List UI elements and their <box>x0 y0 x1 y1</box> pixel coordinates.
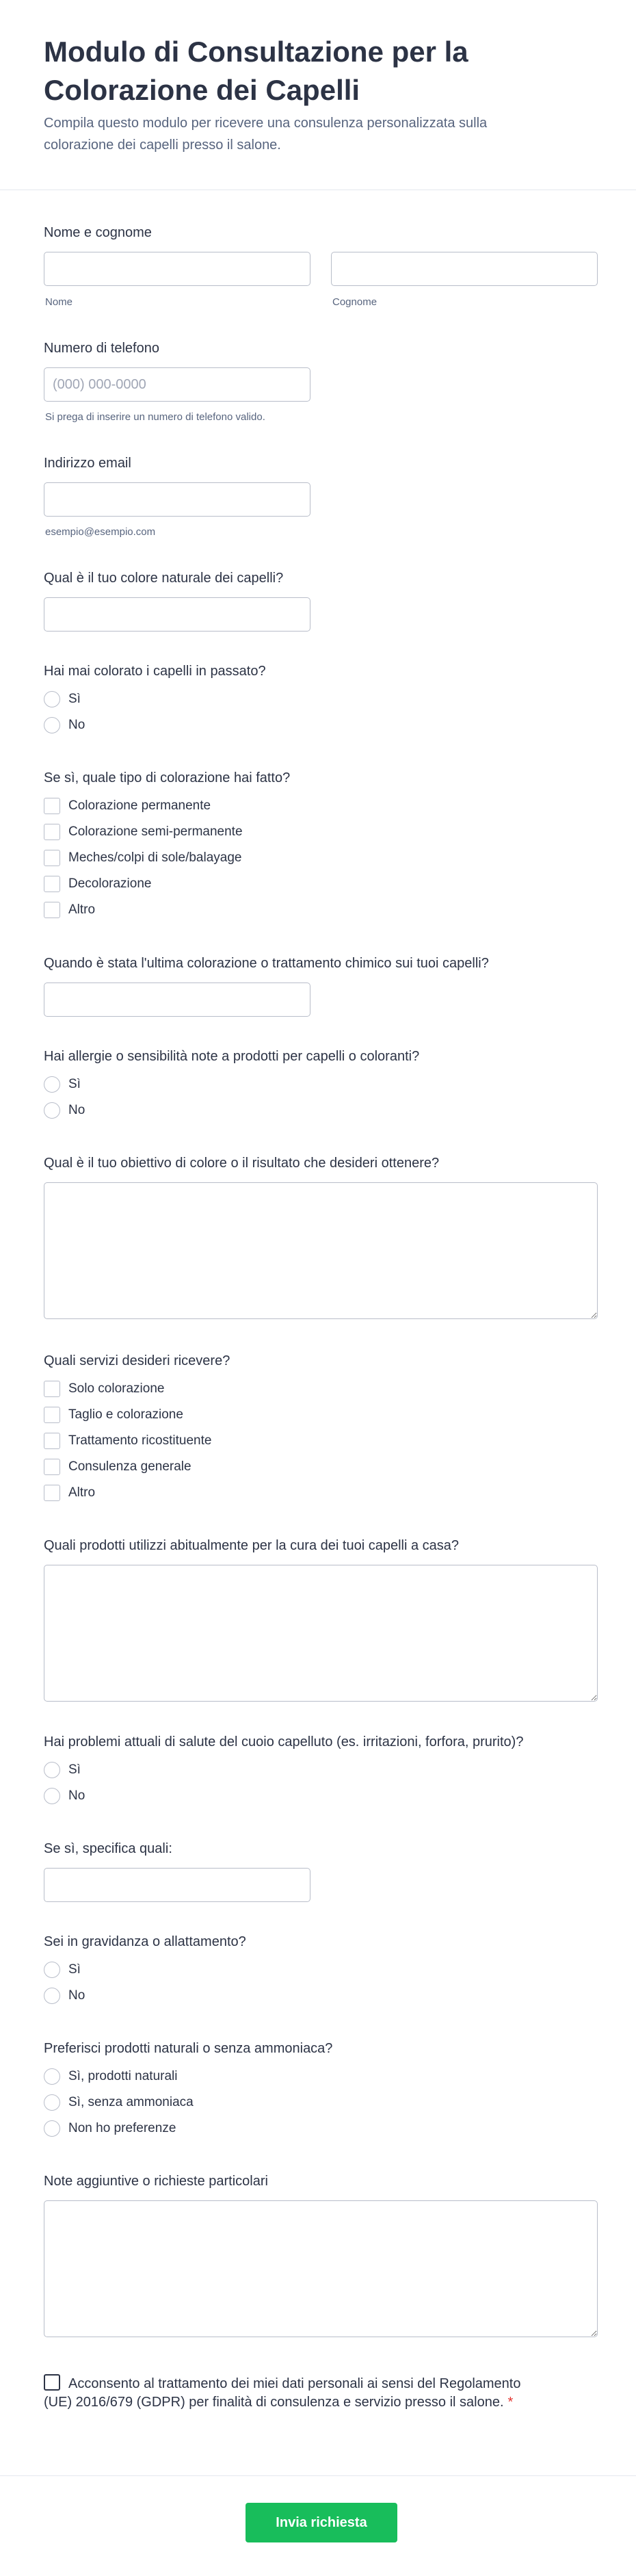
consent-field <box>44 2374 522 2412</box>
services-option[interactable] <box>44 1431 211 1450</box>
option-label: Altro <box>68 1485 96 1500</box>
coloring-type-option[interactable] <box>44 796 211 816</box>
last-treatment-label: Quando è stata l'ultima colorazione o trattamento chimico sui tuoi capelli? <box>44 956 489 971</box>
phone-label: Numero di telefono <box>44 341 159 356</box>
option-label: Colorazione permanente <box>68 798 211 813</box>
radio-icon[interactable] <box>44 1076 60 1093</box>
scalp-option-no[interactable] <box>44 1786 85 1806</box>
services-option[interactable] <box>44 1483 95 1502</box>
pregnancy-label: Sei in gravidanza o allattamento? <box>44 1934 246 1949</box>
services-option[interactable] <box>44 1379 164 1398</box>
required-marker: * <box>507 2395 514 2410</box>
option-label: Sì, senza ammoniaca <box>68 2095 194 2109</box>
option-label: Solo colorazione <box>68 1381 165 1396</box>
allergies-label: Hai allergie o sensibilità note a prodotti per capelli o coloranti? <box>44 1049 420 1064</box>
services-label: Quali servizi desideri ricevere? <box>44 1353 230 1368</box>
option-label: Meches/colpi di sole/balayage <box>68 850 242 865</box>
email-label: Indirizzo email <box>44 456 131 471</box>
notes-label: Note aggiuntive o richieste particolari <box>44 2174 268 2189</box>
checkbox-icon[interactable] <box>44 876 60 892</box>
option-label: Colorazione semi-permanente <box>68 824 243 839</box>
option-label: No <box>68 718 85 732</box>
option-label: No <box>68 1988 85 2003</box>
option-label: Sì <box>68 1962 81 1977</box>
coloring-type-label: Se sì, quale tipo di colorazione hai fatto? <box>44 770 291 785</box>
scalp-option-yes[interactable] <box>44 1760 81 1780</box>
home-products-textarea[interactable] <box>44 1565 598 1702</box>
services-option[interactable] <box>44 1457 191 1476</box>
radio-icon[interactable] <box>44 717 60 733</box>
checkbox-icon[interactable] <box>44 1381 60 1397</box>
form-header <box>0 0 636 190</box>
allergies-option-no[interactable] <box>44 1101 85 1120</box>
services-option[interactable] <box>44 1405 183 1424</box>
natural-products-option[interactable] <box>44 2067 177 2086</box>
option-label: Consulenza generale <box>68 1459 191 1474</box>
radio-icon[interactable] <box>44 1962 60 1978</box>
phone-input[interactable] <box>44 367 310 402</box>
natural-color-input[interactable] <box>44 597 310 632</box>
option-label: Sì <box>68 1762 81 1777</box>
form-title: Modulo di Consultazione per la Colorazione dei Capelli <box>44 36 468 106</box>
checkbox-icon[interactable] <box>44 798 60 814</box>
radio-icon[interactable] <box>44 2068 60 2085</box>
allergies-option-yes[interactable] <box>44 1075 81 1094</box>
option-label: Trattamento ricostituente <box>68 1433 212 1448</box>
form-subtitle: Compila questo modulo per ricevere una consulenza personalizzata sulla colorazione dei capelli presso il salone. <box>44 116 488 153</box>
last-name-sublabel: Cognome <box>332 296 377 308</box>
submit-button[interactable]: Invia richiesta <box>246 2503 397 2542</box>
pregnancy-option-yes[interactable] <box>44 1960 81 1979</box>
option-label: Taglio e colorazione <box>68 1407 183 1422</box>
checkbox-icon[interactable] <box>44 824 60 840</box>
radio-icon[interactable] <box>44 1762 60 1778</box>
scalp-detail-label: Se sì, specifica quali: <box>44 1841 172 1856</box>
email-sublabel: esempio@esempio.com <box>45 526 156 538</box>
option-label: No <box>68 1103 85 1117</box>
coloring-type-option[interactable] <box>44 848 242 868</box>
natural-products-option[interactable] <box>44 2093 194 2112</box>
checkbox-icon[interactable] <box>44 1459 60 1475</box>
pregnancy-option-no[interactable] <box>44 1986 85 2005</box>
colored-before-label: Hai mai colorato i capelli in passato? <box>44 664 266 679</box>
radio-icon[interactable] <box>44 1788 60 1804</box>
option-label: Sì, prodotti naturali <box>68 2069 178 2083</box>
first-name-sublabel: Nome <box>45 296 73 308</box>
option-label: Decolorazione <box>68 876 152 891</box>
first-name-input[interactable] <box>44 252 310 286</box>
last-treatment-input[interactable] <box>44 983 310 1017</box>
coloring-type-option[interactable] <box>44 900 95 920</box>
consent-text: Acconsento al trattamento dei miei dati personali ai sensi del Regolamento (UE) 2016/679 (GDPR) per finalità di consulenza e servizio presso il salone. <box>44 2376 521 2410</box>
option-label: Sì <box>68 1077 81 1091</box>
natural-color-label: Qual è il tuo colore naturale dei capelli? <box>44 571 284 586</box>
colored-before-option-yes[interactable] <box>44 690 81 709</box>
natural-products-option[interactable] <box>44 2119 176 2138</box>
last-name-input[interactable] <box>331 252 598 286</box>
scalp-detail-input[interactable] <box>44 1868 310 1902</box>
option-label: Altro <box>68 902 96 917</box>
scalp-label: Hai problemi attuali di salute del cuoio capelluto (es. irritazioni, forfora, prurito)? <box>44 1734 524 1749</box>
form-footer <box>0 2475 636 2576</box>
name-label: Nome e cognome <box>44 225 152 240</box>
coloring-type-option[interactable] <box>44 874 151 894</box>
goal-textarea[interactable] <box>44 1182 598 1319</box>
radio-icon[interactable] <box>44 1988 60 2004</box>
natural-products-label: Preferisci prodotti naturali o senza ammoniaca? <box>44 2041 333 2056</box>
checkbox-icon[interactable] <box>44 1485 60 1501</box>
radio-icon[interactable] <box>44 2120 60 2137</box>
phone-sublabel: Si prega di inserire un numero di telefono valido. <box>45 411 265 423</box>
option-label: Sì <box>68 692 81 706</box>
goal-label: Qual è il tuo obiettivo di colore o il risultato che desideri ottenere? <box>44 1156 440 1171</box>
consent-checkbox[interactable] <box>44 2374 60 2391</box>
email-input[interactable] <box>44 482 310 517</box>
home-products-label: Quali prodotti utilizzi abitualmente per la cura dei tuoi capelli a casa? <box>44 1538 460 1553</box>
radio-icon[interactable] <box>44 2094 60 2111</box>
checkbox-icon[interactable] <box>44 1433 60 1449</box>
checkbox-icon[interactable] <box>44 902 60 918</box>
radio-icon[interactable] <box>44 1102 60 1119</box>
coloring-type-option[interactable] <box>44 822 243 842</box>
checkbox-icon[interactable] <box>44 850 60 866</box>
option-label: No <box>68 1788 85 1803</box>
notes-textarea[interactable] <box>44 2200 598 2337</box>
option-label: Non ho preferenze <box>68 2121 176 2135</box>
radio-icon[interactable] <box>44 691 60 707</box>
checkbox-icon[interactable] <box>44 1407 60 1423</box>
colored-before-option-no[interactable] <box>44 716 85 735</box>
